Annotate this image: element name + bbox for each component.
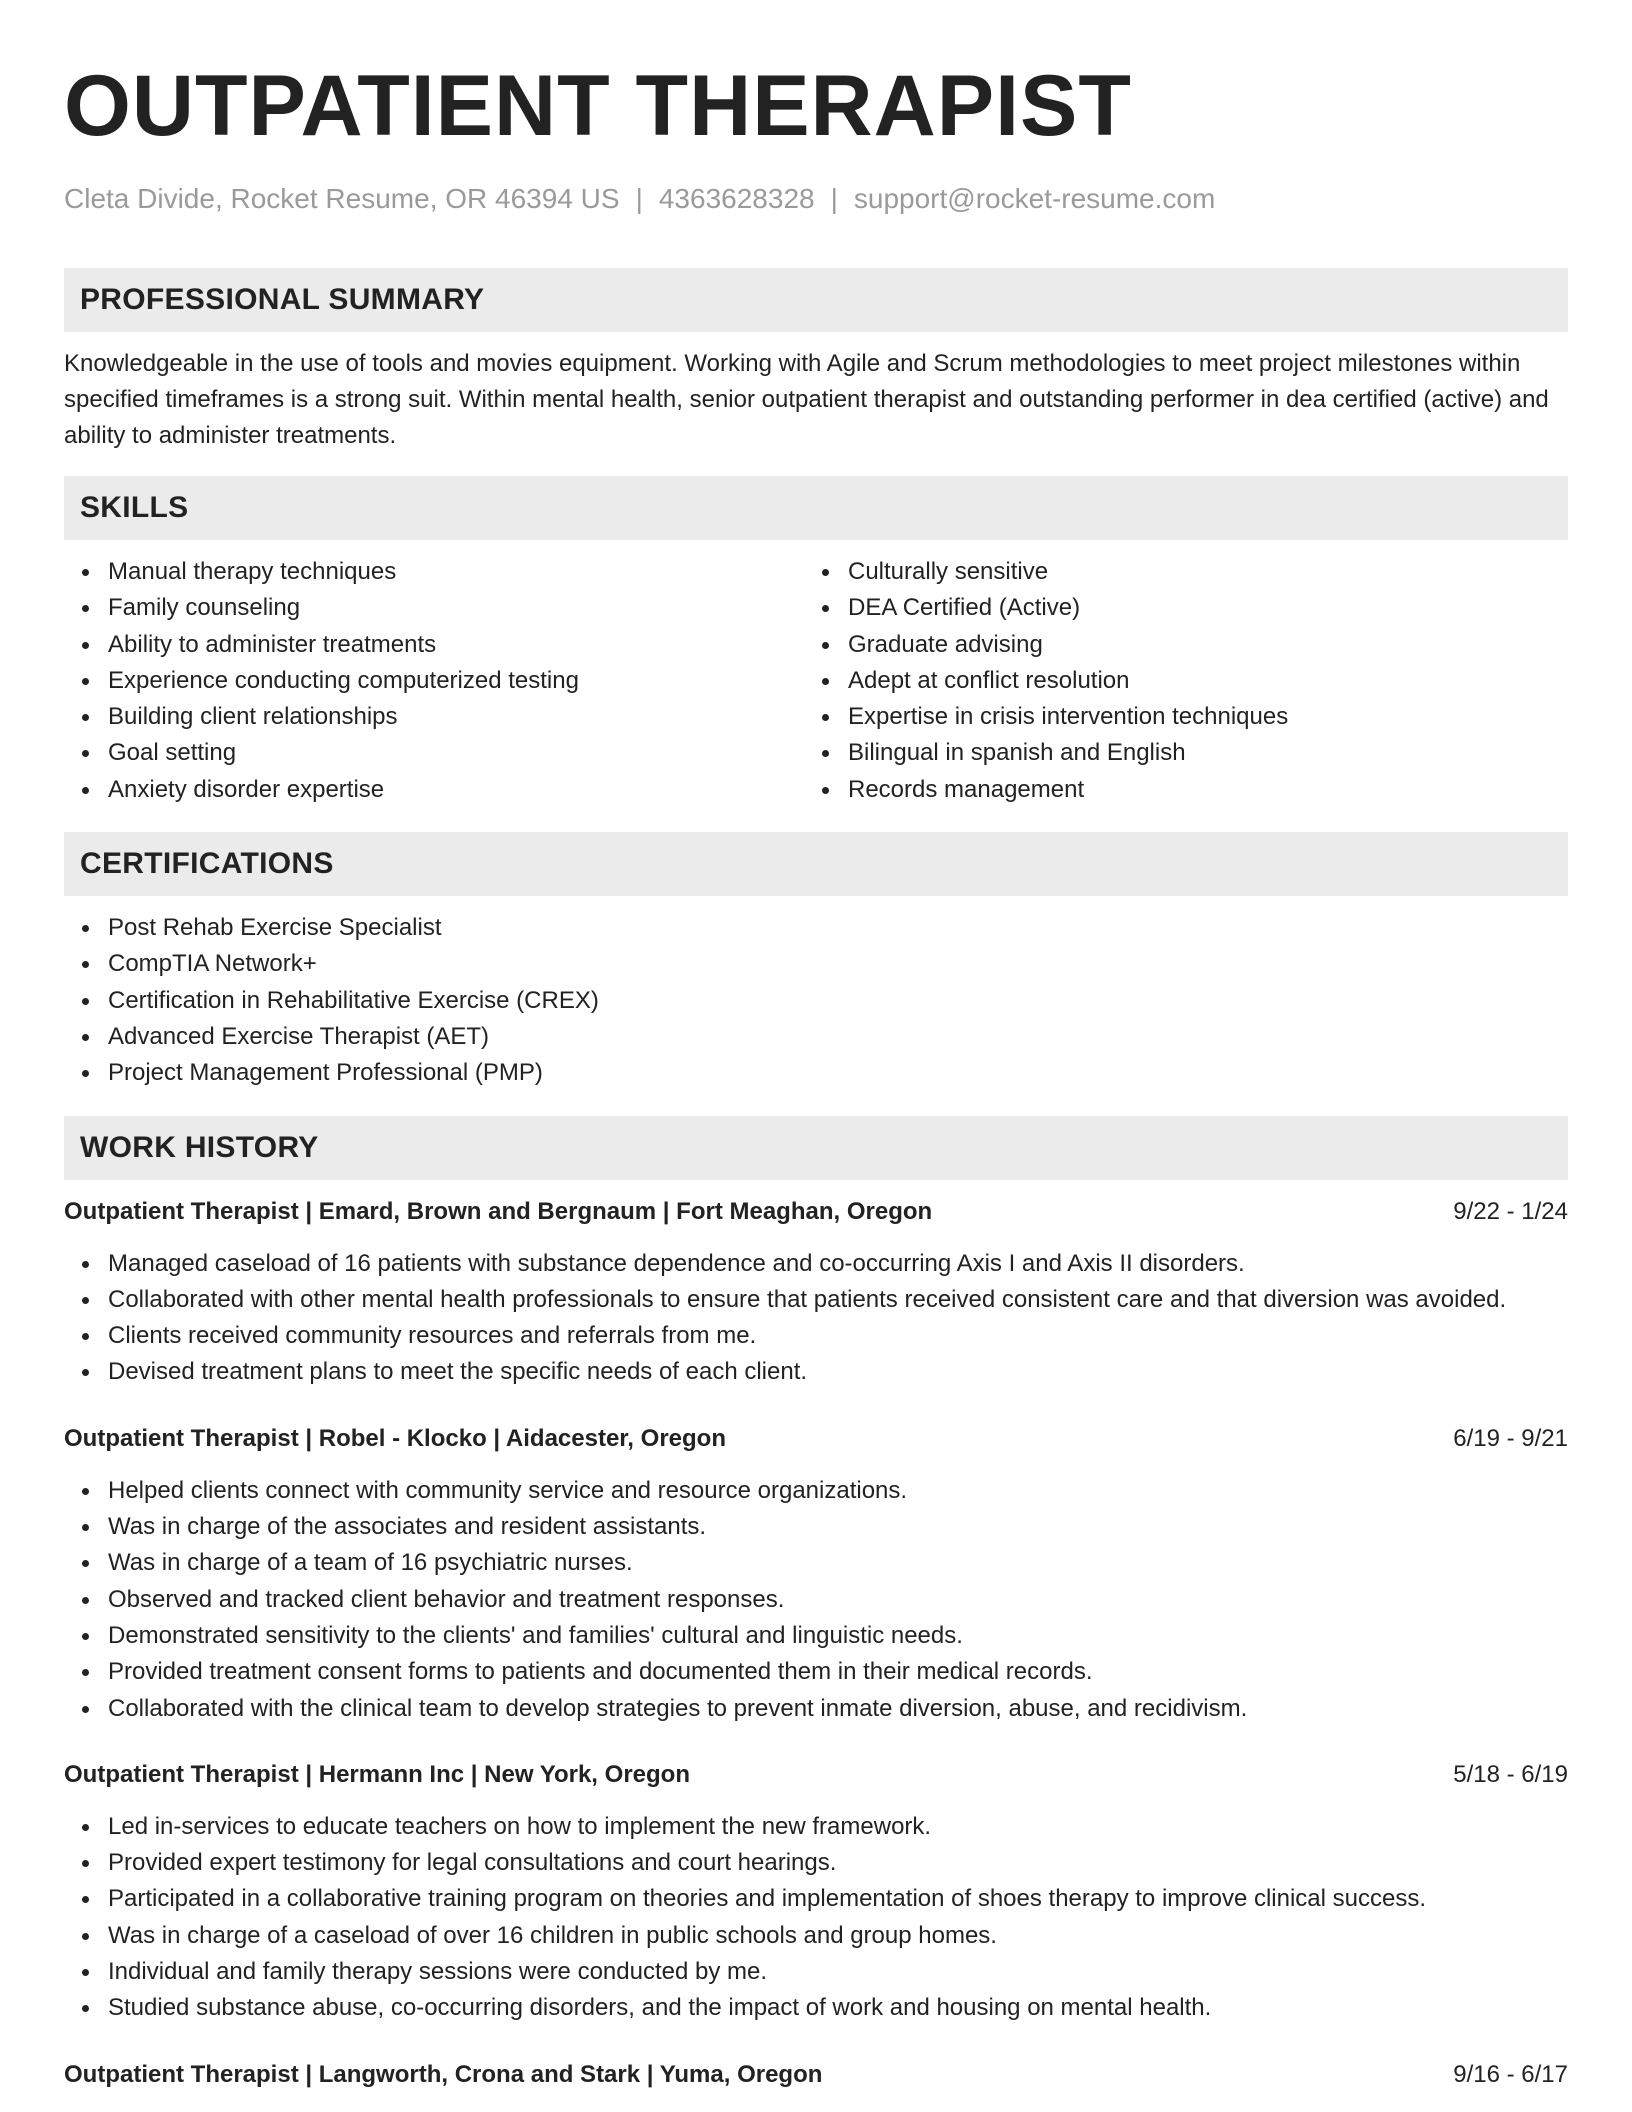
contact-line (64, 182, 1568, 216)
job-title: Outpatient Therapist | Hermann Inc | New York, Oregon (64, 1760, 690, 1788)
certifications-list (64, 910, 1568, 1091)
certification-item: Post Rehab Exercise Specialist (108, 910, 1568, 946)
job-dates: 9/22 - 1/24 (1453, 1197, 1568, 1225)
job-dates: 5/18 - 6/19 (1453, 1760, 1568, 1788)
job-entry (64, 1757, 1568, 2027)
job-bullet: Was in charge of a team of 16 psychiatric nurses. (108, 1545, 1568, 1581)
job-bullet: Observed and tracked client behavior and treatment responses. (108, 1582, 1568, 1618)
job-entry (64, 1421, 1568, 1727)
job-bullet: Collaborated with other mental health professionals to ensure that patients received consistent care and that diversion was avoided. (108, 1282, 1568, 1318)
job-dates: 6/19 - 9/21 (1453, 1424, 1568, 1452)
skill-item: Records management (848, 772, 1544, 808)
job-header (64, 1194, 1568, 1230)
job-bullet: Studied substance abuse, co-occurring disorders, and the impact of work and housing on mental health. (108, 1990, 1568, 2026)
section-header-skills: SKILLS (64, 476, 1568, 540)
certification-item: Project Management Professional (PMP) (108, 1055, 1568, 1091)
skill-item: Culturally sensitive (848, 554, 1544, 590)
skill-item: Expertise in crisis intervention techniques (848, 699, 1544, 735)
skills-column-right (804, 554, 1544, 808)
job-bullet: Clients received community resources and referrals from me. (108, 1318, 1568, 1354)
job-bullet: Participated in a collaborative training program on theories and implementation of shoes therapy to improve clinical success. (108, 1881, 1568, 1917)
skill-item: Experience conducting computerized testing (108, 663, 804, 699)
job-entry (64, 2057, 1568, 2093)
job-header (64, 1421, 1568, 1457)
job-bullet: Devised treatment plans to meet the specific needs of each client. (108, 1354, 1568, 1390)
job-title: Outpatient Therapist | Robel - Klocko | Aidacester, Oregon (64, 1424, 726, 1452)
job-bullet: Collaborated with the clinical team to develop strategies to prevent inmate diversion, abuse, and recidivism. (108, 1691, 1568, 1727)
skill-item: Manual therapy techniques (108, 554, 804, 590)
skill-item: Anxiety disorder expertise (108, 772, 804, 808)
section-header-work-history: WORK HISTORY (64, 1116, 1568, 1180)
job-title: Outpatient Therapist | Emard, Brown and Bergnaum | Fort Meaghan, Oregon (64, 1197, 933, 1225)
skill-item: Building client relationships (108, 699, 804, 735)
contact-address: Cleta Divide, Rocket Resume, OR 46394 US (64, 183, 620, 214)
skills-list-right (804, 554, 1544, 808)
skill-item: Ability to administer treatments (108, 627, 804, 663)
contact-separator: | (635, 183, 643, 214)
job-bullet: Provided expert testimony for legal consultations and court hearings. (108, 1845, 1568, 1881)
job-header (64, 1757, 1568, 1793)
job-title: Outpatient Therapist | Langworth, Crona and Stark | Yuma, Oregon (64, 2060, 823, 2088)
job-dates: 9/16 - 6/17 (1453, 2060, 1568, 2088)
certification-item: Certification in Rehabilitative Exercise (CREX) (108, 983, 1568, 1019)
job-bullet: Led in-services to educate teachers on how to implement the new framework. (108, 1809, 1568, 1845)
skill-item: Graduate advising (848, 627, 1544, 663)
skill-item: DEA Certified (Active) (848, 590, 1544, 626)
section-header-certifications: CERTIFICATIONS (64, 832, 1568, 896)
certification-item: CompTIA Network+ (108, 946, 1568, 982)
job-header (64, 2057, 1568, 2093)
job-bullets (64, 1809, 1568, 2027)
contact-email[interactable]: support@rocket-resume.com (853, 183, 1216, 214)
section-header-summary: PROFESSIONAL SUMMARY (64, 268, 1568, 332)
job-entry (64, 1194, 1568, 1391)
contact-separator: | (830, 183, 838, 214)
job-bullet: Individual and family therapy sessions were conducted by me. (108, 1954, 1568, 1990)
skills-list-left (64, 554, 804, 808)
contact-phone: 4363628328 (658, 183, 815, 214)
skills-column-left (64, 554, 804, 808)
job-bullet: Provided treatment consent forms to patients and documented them in their medical records. (108, 1654, 1568, 1690)
skill-item: Family counseling (108, 590, 804, 626)
skill-item: Bilingual in spanish and English (848, 735, 1544, 771)
summary-text: Knowledgeable in the use of tools and movies equipment. Working with Agile and Scrum methodologies to meet project milestones within specified timeframes is a strong suit. Within mental health, senior outpatient therapist and outstanding performer in dea certified (active) and ability to administer treatments. (64, 350, 1549, 449)
certification-item: Advanced Exercise Therapist (AET) (108, 1019, 1568, 1055)
skills-grid (64, 554, 1568, 808)
job-bullets (64, 1473, 1568, 1727)
job-bullet: Was in charge of a caseload of over 16 children in public schools and group homes. (108, 1918, 1568, 1954)
job-bullet: Was in charge of the associates and resident assistants. (108, 1509, 1568, 1545)
resume-name-heading: OUTPATIENT THERAPIST (64, 58, 1132, 154)
job-bullet: Managed caseload of 16 patients with substance dependence and co-occurring Axis I and Axis II disorders. (108, 1246, 1568, 1282)
skill-item: Adept at conflict resolution (848, 663, 1544, 699)
job-bullet: Helped clients connect with community service and resource organizations. (108, 1473, 1568, 1509)
skill-item: Goal setting (108, 735, 804, 771)
job-bullets (64, 1246, 1568, 1391)
job-bullet: Demonstrated sensitivity to the clients' and families' cultural and linguistic needs. (108, 1618, 1568, 1654)
